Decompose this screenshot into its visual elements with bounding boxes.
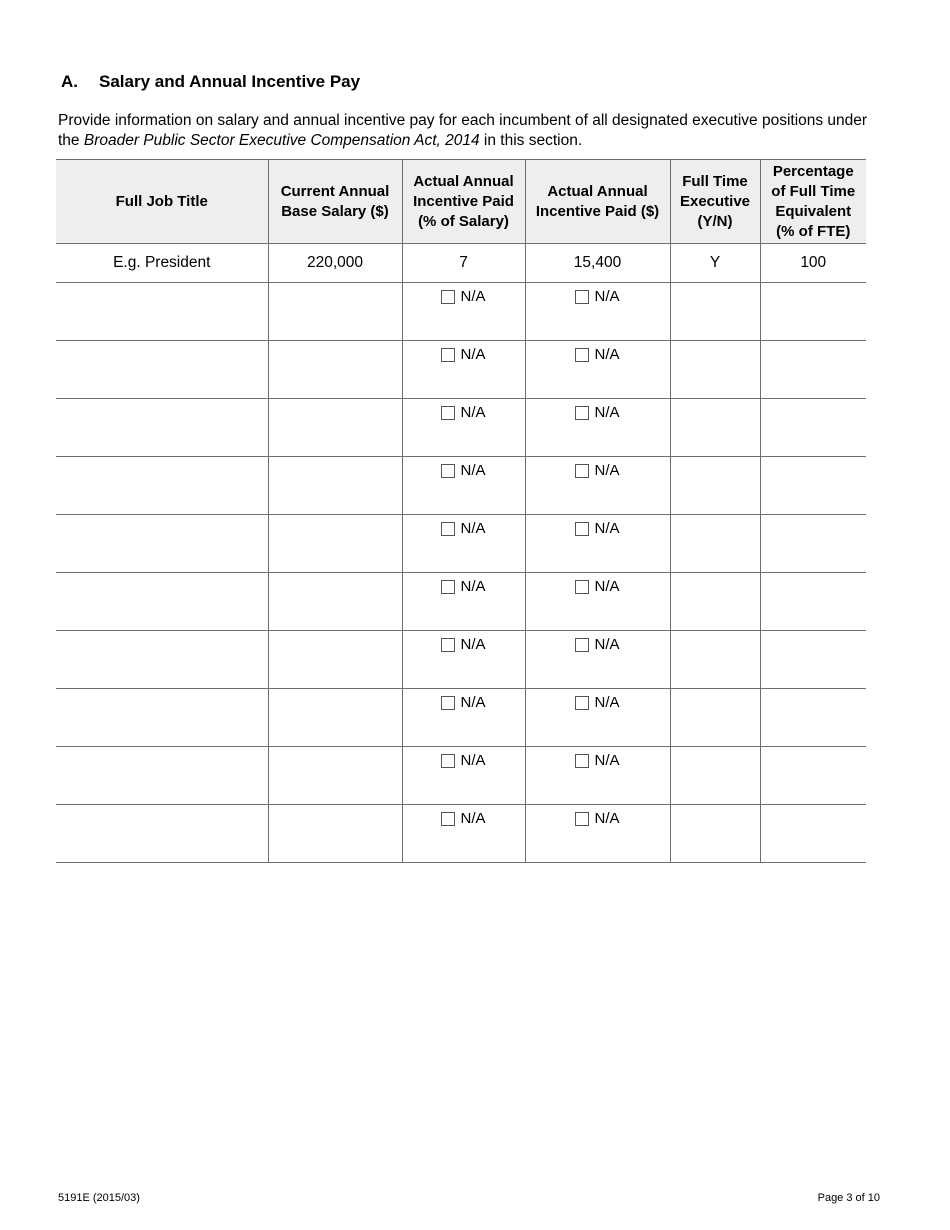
na-label: N/A xyxy=(594,462,620,479)
header-line: of Full Time xyxy=(771,182,856,200)
na-option[interactable] xyxy=(575,462,619,479)
na-option[interactable] xyxy=(441,404,485,421)
na-option[interactable] xyxy=(575,636,619,653)
na-option[interactable] xyxy=(441,288,485,305)
na-checkbox[interactable] xyxy=(575,580,589,594)
table-row xyxy=(56,283,866,341)
form-code: 5191E (2015/03) xyxy=(58,1192,140,1204)
table-row xyxy=(56,399,866,457)
job-title-cell[interactable] xyxy=(56,283,268,341)
na-option[interactable] xyxy=(575,346,619,363)
job-title-cell[interactable] xyxy=(56,689,268,747)
na-label: N/A xyxy=(594,636,620,653)
na-checkbox[interactable] xyxy=(441,348,455,362)
incentive-amount-cell[interactable] xyxy=(525,341,670,399)
intro-text-before: Provide information on salary and annual incentive pay for each incumbent of all designated executive positions under the xyxy=(58,112,868,149)
table-row xyxy=(56,573,866,631)
header-line: Percentage xyxy=(772,162,854,180)
na-option[interactable] xyxy=(575,520,619,537)
na-label: N/A xyxy=(460,288,486,305)
job-title-cell[interactable] xyxy=(56,747,268,805)
na-checkbox[interactable] xyxy=(575,348,589,362)
na-checkbox[interactable] xyxy=(441,580,455,594)
table-row xyxy=(56,341,866,399)
incentive-amount-cell[interactable] xyxy=(525,747,670,805)
job-title-cell[interactable] xyxy=(56,457,268,515)
na-option[interactable] xyxy=(575,288,619,305)
header-line: (% of Salary) xyxy=(418,212,509,230)
fte-percent-cell[interactable] xyxy=(760,341,866,399)
na-label: N/A xyxy=(460,520,486,537)
na-option[interactable] xyxy=(575,810,619,827)
base-salary-cell[interactable] xyxy=(268,283,402,341)
base-salary-cell[interactable] xyxy=(268,631,402,689)
incentive-amount-cell[interactable] xyxy=(525,457,670,515)
incentive-percent-cell[interactable] xyxy=(402,341,525,399)
page-number: Page 3 of 10 xyxy=(817,1192,880,1204)
header-line: (% of FTE) xyxy=(776,222,851,240)
na-label: N/A xyxy=(460,462,486,479)
job-title-cell[interactable] xyxy=(56,341,268,399)
table-row xyxy=(56,515,866,573)
incentive-percent-cell[interactable] xyxy=(402,631,525,689)
base-salary-cell[interactable] xyxy=(268,341,402,399)
example-incentive-amount: 15,400 xyxy=(525,244,670,283)
na-option[interactable] xyxy=(441,810,485,827)
na-option[interactable] xyxy=(441,636,485,653)
na-checkbox[interactable] xyxy=(441,406,455,420)
header-line: Full Job Title xyxy=(115,192,208,210)
header-current-annual-base-salary xyxy=(268,160,402,244)
incentive-percent-cell[interactable] xyxy=(402,399,525,457)
na-label: N/A xyxy=(594,346,620,363)
full-time-cell[interactable] xyxy=(670,573,760,631)
full-time-cell[interactable] xyxy=(670,631,760,689)
na-option[interactable] xyxy=(441,752,485,769)
incentive-percent-cell[interactable] xyxy=(402,573,525,631)
na-option[interactable] xyxy=(441,520,485,537)
incentive-percent-cell[interactable] xyxy=(402,689,525,747)
na-option[interactable] xyxy=(441,694,485,711)
job-title-cell[interactable] xyxy=(56,515,268,573)
section-letter: A. xyxy=(61,72,78,91)
base-salary-cell[interactable] xyxy=(268,573,402,631)
job-title-cell[interactable] xyxy=(56,631,268,689)
header-percentage-fte xyxy=(760,160,866,244)
fte-percent-cell[interactable] xyxy=(760,399,866,457)
na-label: N/A xyxy=(594,752,620,769)
full-time-cell[interactable] xyxy=(670,747,760,805)
header-full-job-title xyxy=(56,160,268,244)
incentive-amount-cell[interactable] xyxy=(525,689,670,747)
base-salary-cell[interactable] xyxy=(268,399,402,457)
na-label: N/A xyxy=(460,752,486,769)
full-time-cell[interactable] xyxy=(670,341,760,399)
na-checkbox[interactable] xyxy=(575,522,589,536)
na-label: N/A xyxy=(460,404,486,421)
na-checkbox[interactable] xyxy=(575,406,589,420)
header-line: Actual Annual xyxy=(413,172,514,190)
fte-percent-cell[interactable] xyxy=(760,573,866,631)
table-row xyxy=(56,747,866,805)
table-row xyxy=(56,805,866,863)
section-title xyxy=(61,72,360,92)
fte-percent-cell[interactable] xyxy=(760,457,866,515)
example-job-title: E.g. President xyxy=(56,244,268,283)
incentive-percent-cell[interactable] xyxy=(402,747,525,805)
header-line: Current Annual xyxy=(280,182,390,200)
header-incentive-percent xyxy=(402,160,525,244)
na-label: N/A xyxy=(460,578,486,595)
table-row xyxy=(56,631,866,689)
na-option[interactable] xyxy=(575,404,619,421)
header-line: Actual Annual xyxy=(547,182,648,200)
na-label: N/A xyxy=(594,694,620,711)
example-base-salary: 220,000 xyxy=(268,244,402,283)
na-option[interactable] xyxy=(575,752,619,769)
header-line: Incentive Paid xyxy=(413,192,514,210)
na-option[interactable] xyxy=(441,346,485,363)
na-label: N/A xyxy=(460,346,486,363)
job-title-cell[interactable] xyxy=(56,573,268,631)
example-incentive-percent: 7 xyxy=(402,244,525,283)
full-time-cell[interactable] xyxy=(670,515,760,573)
table-row xyxy=(56,689,866,747)
na-label: N/A xyxy=(594,404,620,421)
base-salary-cell[interactable] xyxy=(268,515,402,573)
na-label: N/A xyxy=(460,694,486,711)
full-time-cell[interactable] xyxy=(670,283,760,341)
base-salary-cell[interactable] xyxy=(268,747,402,805)
na-checkbox[interactable] xyxy=(441,754,455,768)
table-row xyxy=(56,457,866,515)
base-salary-cell[interactable] xyxy=(268,805,402,863)
na-checkbox[interactable] xyxy=(575,464,589,478)
na-checkbox[interactable] xyxy=(575,812,589,826)
act-name: Broader Public Sector Executive Compensation Act, 2014 xyxy=(83,132,480,149)
incentive-percent-cell[interactable] xyxy=(402,283,525,341)
incentive-percent-cell[interactable] xyxy=(402,805,525,863)
incentive-amount-cell[interactable] xyxy=(525,399,670,457)
header-incentive-amount xyxy=(525,160,670,244)
fte-percent-cell[interactable] xyxy=(760,689,866,747)
na-checkbox[interactable] xyxy=(575,696,589,710)
incentive-amount-cell[interactable] xyxy=(525,631,670,689)
na-checkbox[interactable] xyxy=(441,812,455,826)
na-label: N/A xyxy=(594,810,620,827)
incentive-percent-cell[interactable] xyxy=(402,515,525,573)
na-label: N/A xyxy=(594,520,620,537)
full-time-cell[interactable] xyxy=(670,457,760,515)
na-checkbox[interactable] xyxy=(575,290,589,304)
incentive-amount-cell[interactable] xyxy=(525,573,670,631)
incentive-amount-cell[interactable] xyxy=(525,805,670,863)
intro-text-after: in this section. xyxy=(479,132,583,149)
incentive-amount-cell[interactable] xyxy=(525,283,670,341)
fte-percent-cell[interactable] xyxy=(760,283,866,341)
header-line: Equivalent xyxy=(775,202,852,220)
header-line: Incentive Paid ($) xyxy=(535,202,660,220)
header-line: Executive xyxy=(679,192,751,210)
section-title-text: Salary and Annual Incentive Pay xyxy=(99,72,361,91)
header-line: (Y/N) xyxy=(697,212,733,230)
header-line: Full Time xyxy=(682,172,748,190)
full-time-cell[interactable] xyxy=(670,805,760,863)
header-line: Base Salary ($) xyxy=(281,202,389,220)
na-checkbox[interactable] xyxy=(575,638,589,652)
na-label: N/A xyxy=(594,288,620,305)
na-option[interactable] xyxy=(575,578,619,595)
na-option[interactable] xyxy=(575,694,619,711)
job-title-cell[interactable] xyxy=(56,399,268,457)
na-checkbox[interactable] xyxy=(441,638,455,652)
na-checkbox[interactable] xyxy=(441,290,455,304)
full-time-cell[interactable] xyxy=(670,399,760,457)
incentive-amount-cell[interactable] xyxy=(525,515,670,573)
na-option[interactable] xyxy=(441,578,485,595)
na-label: N/A xyxy=(460,810,486,827)
na-label: N/A xyxy=(594,578,620,595)
example-full-time: Y xyxy=(670,244,760,283)
compensation-table xyxy=(56,159,866,863)
na-checkbox[interactable] xyxy=(441,464,455,478)
fte-percent-cell[interactable] xyxy=(760,515,866,573)
na-checkbox[interactable] xyxy=(575,754,589,768)
table-header-row xyxy=(56,160,866,244)
na-checkbox[interactable] xyxy=(441,522,455,536)
incentive-percent-cell[interactable] xyxy=(402,457,525,515)
example-fte-percent: 100 xyxy=(760,244,866,283)
na-checkbox[interactable] xyxy=(441,696,455,710)
na-label: N/A xyxy=(460,636,486,653)
example-row xyxy=(56,244,866,283)
fte-percent-cell[interactable] xyxy=(760,631,866,689)
section-intro xyxy=(58,111,878,151)
job-title-cell[interactable] xyxy=(56,805,268,863)
full-time-cell[interactable] xyxy=(670,689,760,747)
base-salary-cell[interactable] xyxy=(268,689,402,747)
fte-percent-cell[interactable] xyxy=(760,805,866,863)
base-salary-cell[interactable] xyxy=(268,457,402,515)
fte-percent-cell[interactable] xyxy=(760,747,866,805)
na-option[interactable] xyxy=(441,462,485,479)
header-full-time-executive xyxy=(670,160,760,244)
